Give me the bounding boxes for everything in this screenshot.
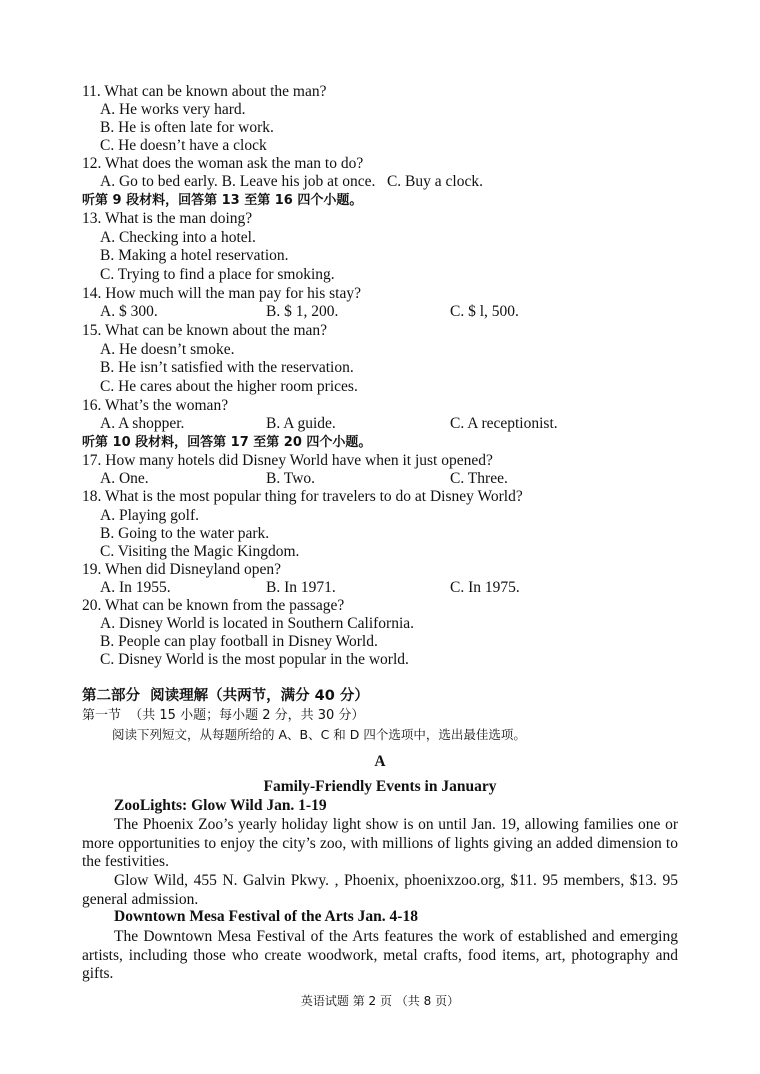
listening-instruction-10: 听第 10 段材料，回答第 17 至第 20 四个小题。 [82,435,372,450]
question-16-option-c: C. A receptionist. [450,415,558,432]
question-15-option-b: B. He isn’t satisfied with the reservation. [100,359,354,376]
page-footer: 英语试题 第 2 页 （共 8 页） [300,994,460,1008]
question-13-stem: 13. What is the man doing? [82,210,253,227]
question-18-option-a: A. Playing golf. [100,507,200,524]
question-15-option-c: C. He cares about the higher room prices. [100,378,358,395]
event-2-heading: Downtown Mesa Festival of the Arts Jan. 4-18 [114,908,418,925]
question-19-options [100,579,700,597]
question-14-options [100,303,700,321]
part-two-title: 第二部分 阅读理解（共两节，满分 40 分） [82,688,369,704]
question-17-option-c: C. Three. [450,470,508,487]
question-14-option-a: A. $ 300. [100,303,158,320]
question-13-option-c: C. Trying to find a place for smoking. [100,266,335,283]
question-16-option-a: A. A shopper. [100,415,185,432]
question-16-stem: 16. What’s the woman? [82,397,229,414]
question-17-stem: 17. How many hotels did Disney World have when it just opened? [82,452,493,469]
question-17-option-a: A. One. [100,470,149,487]
question-20-option-c: C. Disney World is the most popular in the world. [100,651,409,668]
question-20-stem: 20. What can be known from the passage? [82,597,345,614]
question-11-option-a: A. He works very hard. [100,101,246,118]
question-14-stem: 14. How much will the man pay for his stay? [82,285,361,302]
event-1-paragraph-1: The Phoenix Zoo’s yearly holiday light show is on until Jan. 19, allowing families one or more opportunities to enjoy the city’s zoo, with millions of lights giving an added dimension to the festivities. [82,816,678,870]
question-19-option-b: B. In 1971. [266,579,336,596]
question-16-option-b: B. A guide. [266,415,336,432]
question-15-option-a: A. He doesn’t smoke. [100,341,235,358]
passage-title: Family-Friendly Events in January [263,778,497,795]
section-one-title: 第一节 （共 15 小题；每小题 2 分，共 30 分） [82,708,365,723]
event-1-paragraph-2: Glow Wild, 455 N. Galvin Pkwy. , Phoenix, phoenixzoo.org, $11. 95 members, $13. 95 general admission. [82,872,678,908]
question-11-option-c: C. He doesn’t have a clock [100,137,267,154]
question-15-stem: 15. What can be known about the man? [82,322,328,339]
question-19-option-c: C. In 1975. [450,579,520,596]
question-13-option-a: A. Checking into a hotel. [100,229,256,246]
question-18-option-c: C. Visiting the Magic Kingdom. [100,543,300,560]
question-11-stem: 11. What can be known about the man? [82,83,327,100]
reading-instruction: 阅读下列短文，从每题所给的 A、B、C 和 D 四个选项中，选出最佳选项。 [112,727,526,742]
question-14-option-b: B. $ 1, 200. [266,303,339,320]
passage-label: A [374,753,386,770]
question-20-option-a: A. Disney World is located in Southern California. [100,615,415,632]
question-12-stem: 12. What does the woman ask the man to do? [82,155,364,172]
question-14-option-c: C. $ l, 500. [450,303,519,320]
question-11-option-b: B. He is often late for work. [100,119,274,136]
question-19-option-a: A. In 1955. [100,579,171,596]
question-19-stem: 19. When did Disneyland open? [82,561,282,578]
listening-instruction-9: 听第 9 段材料，回答第 13 至第 16 四个小题。 [82,193,363,208]
event-2-paragraph-1: The Downtown Mesa Festival of the Arts features the work of established and emerging artists, including those who create woodwork, metal crafts, food items, art, photography and gifts. [82,928,678,982]
question-20-option-b: B. People can play football in Disney World. [100,633,378,650]
question-13-option-b: B. Making a hotel reservation. [100,247,289,264]
question-18-option-b: B. Going to the water park. [100,525,270,542]
question-12-options: A. Go to bed early. B. Leave his job at once. C. Buy a clock. [100,173,483,190]
question-18-stem: 18. What is the most popular thing for travelers to do at Disney World? [82,488,523,505]
question-16-options [100,415,700,433]
question-17-option-b: B. Two. [266,470,316,487]
event-1-heading: ZooLights: Glow Wild Jan. 1-19 [114,797,327,814]
question-17-options [100,470,700,488]
